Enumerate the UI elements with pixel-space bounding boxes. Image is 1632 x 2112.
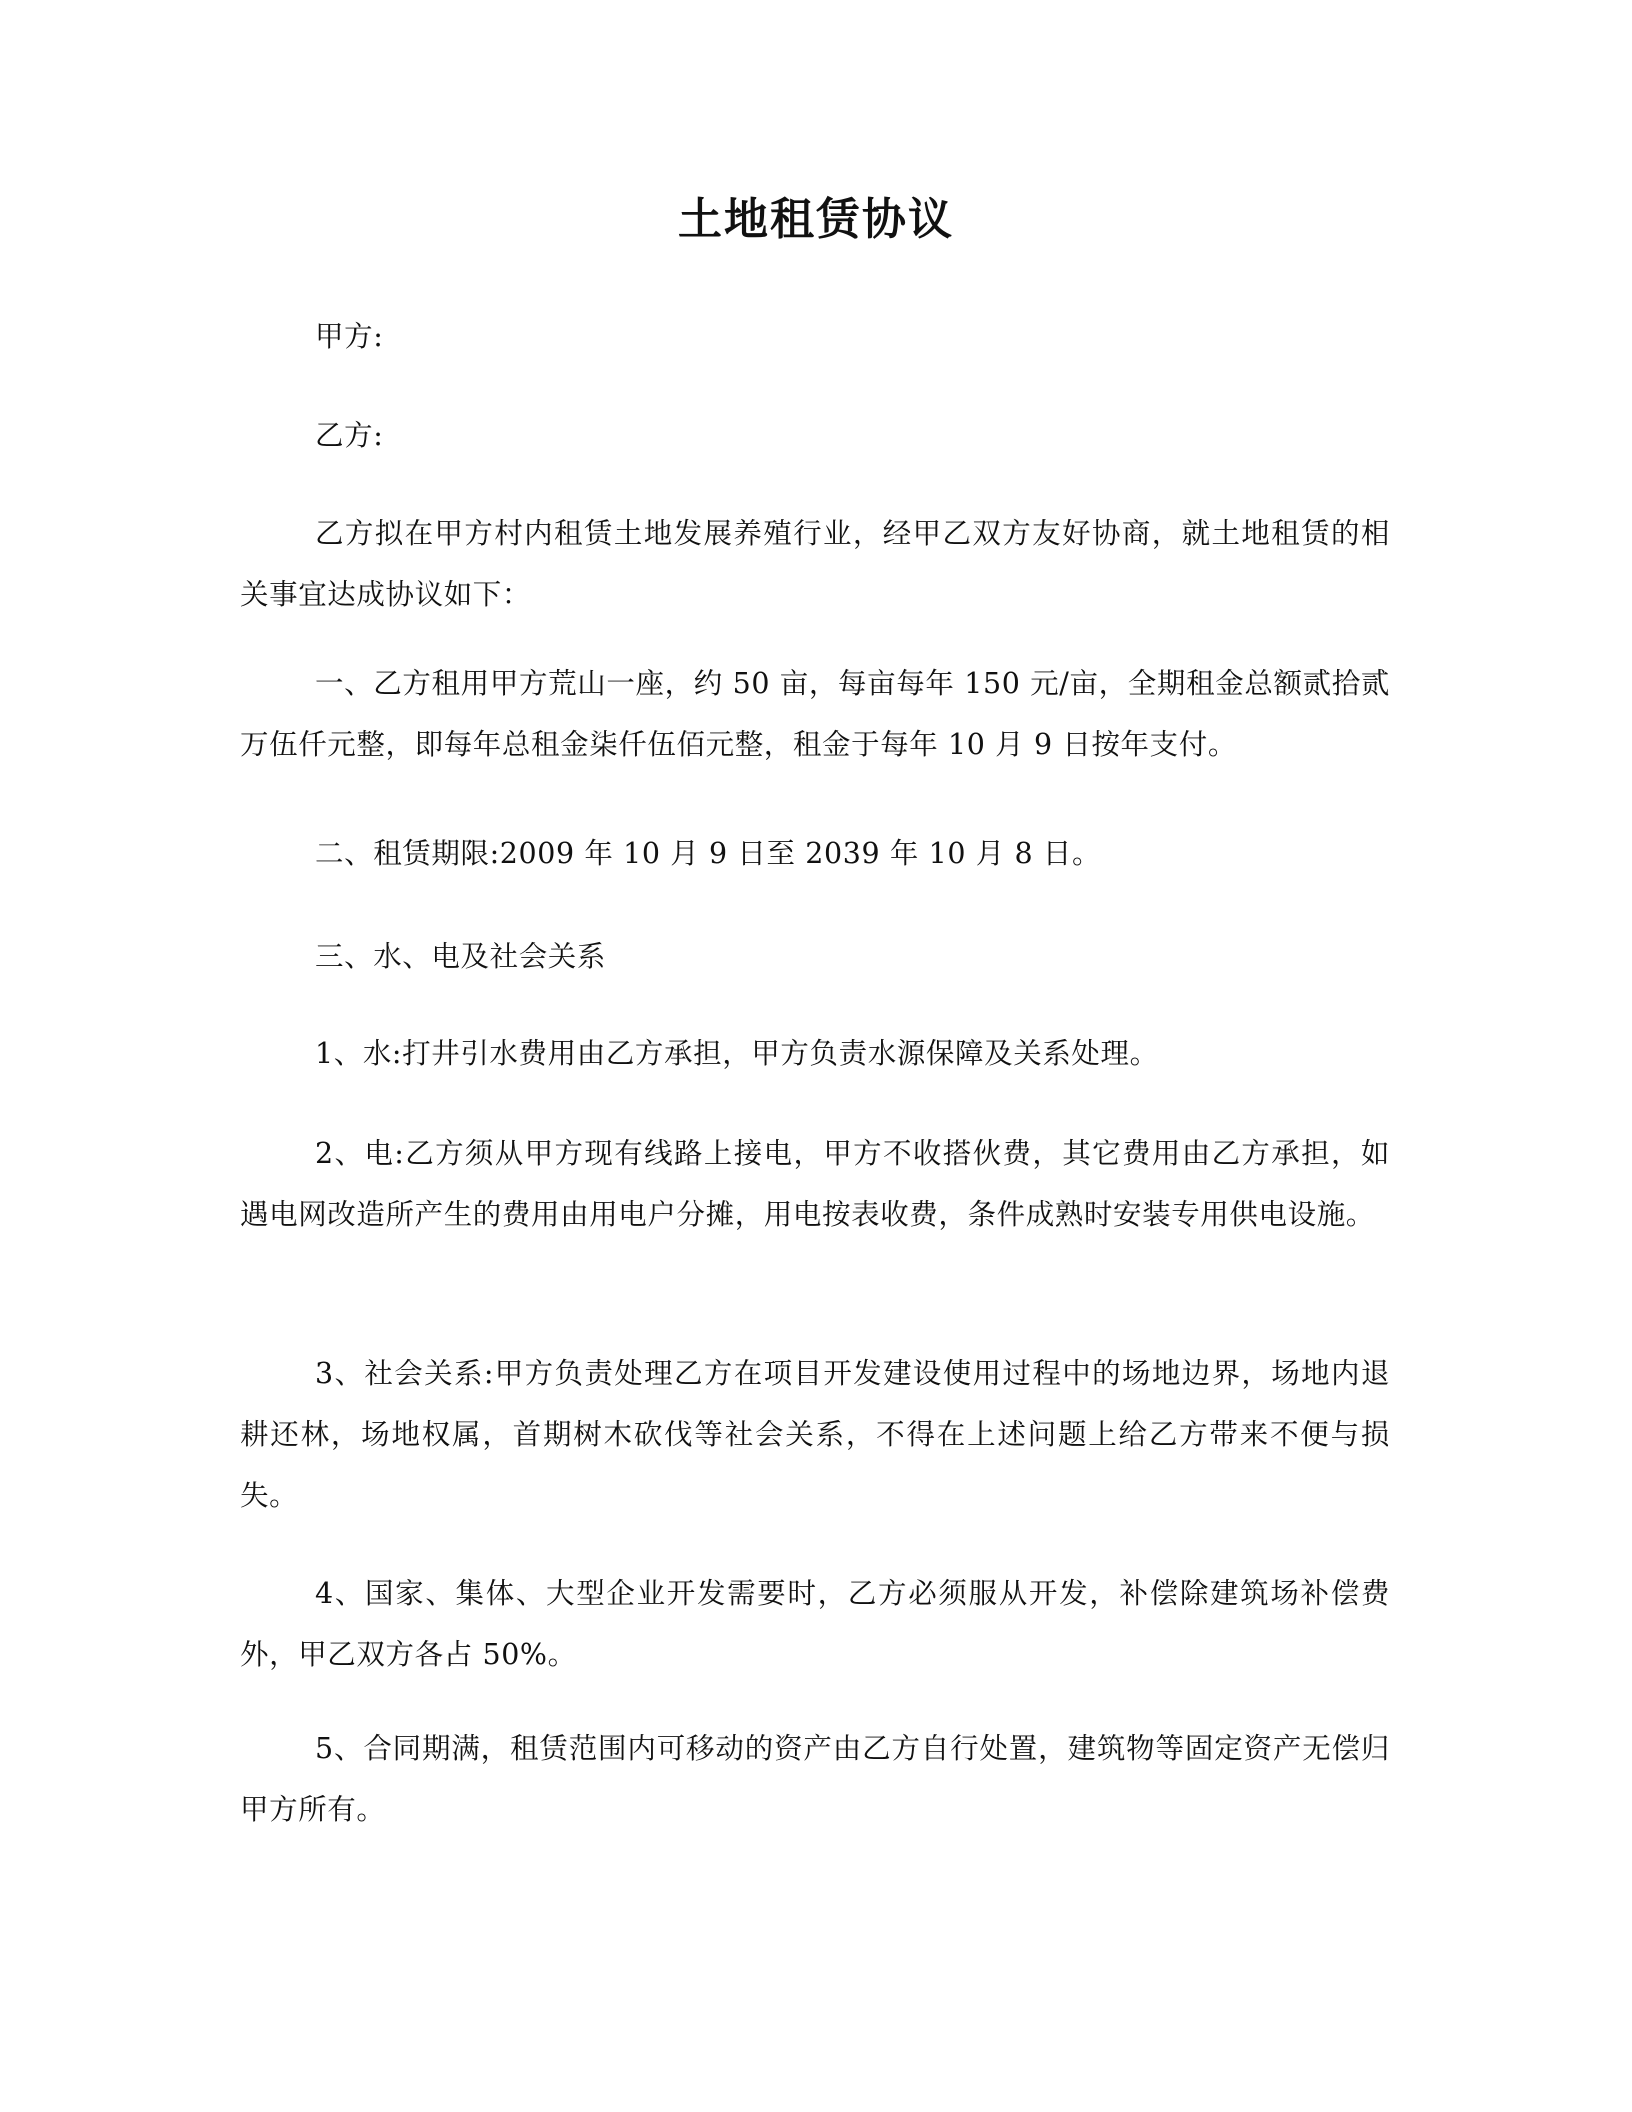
party-a-label: 甲方: bbox=[315, 320, 384, 353]
party-b-label: 乙方: bbox=[315, 419, 384, 452]
clause-2-term: 二、租赁期限:2009 年 10 月 9 日至 2039 年 10 月 8 日。 bbox=[315, 837, 1102, 870]
clause-1-rent: 一、乙方租用甲方荒山一座，约 50 亩，每亩每年 150 元/亩，全期租金总额贰拾贰万伍仟元整，即每年总租金柒仟伍佰元整，租金于每年 10 月 9 日按年支付。 bbox=[240, 667, 1390, 761]
clause-3-2-electricity: 2、电:乙方须从甲方现有线路上接电，甲方不收搭伙费，其它费用由乙方承担，如遇电网改造所产生的费用由用电户分摊，用电按表收费，条件成熟时安装专用供电设施。 bbox=[240, 1137, 1390, 1231]
intro-paragraph: 乙方拟在甲方村内租赁土地发展养殖行业，经甲乙双方友好协商，就土地租赁的相关事宜达成协议如下： bbox=[240, 517, 1390, 611]
clause-3-1-water: 1、水:打井引水费用由乙方承担，甲方负责水源保障及关系处理。 bbox=[315, 1037, 1159, 1070]
document-title: 土地租赁协议 bbox=[678, 194, 954, 245]
clause-3-4-development: 4、国家、集体、大型企业开发需要时，乙方必须服从开发，补偿除建筑场补偿费外，甲乙双方各占 50%。 bbox=[240, 1577, 1390, 1671]
clause-3-5-expiry: 5、合同期满，租赁范围内可移动的资产由乙方自行处置，建筑物等固定资产无偿归甲方所有。 bbox=[240, 1732, 1390, 1826]
clause-3-heading: 三、水、电及社会关系 bbox=[315, 940, 607, 973]
clause-3-3-social-relations: 3、社会关系:甲方负责处理乙方在项目开发建设使用过程中的场地边界，场地内退耕还林，场地权属，首期树木砍伐等社会关系，不得在上述问题上给乙方带来不便与损失。 bbox=[240, 1357, 1390, 1512]
